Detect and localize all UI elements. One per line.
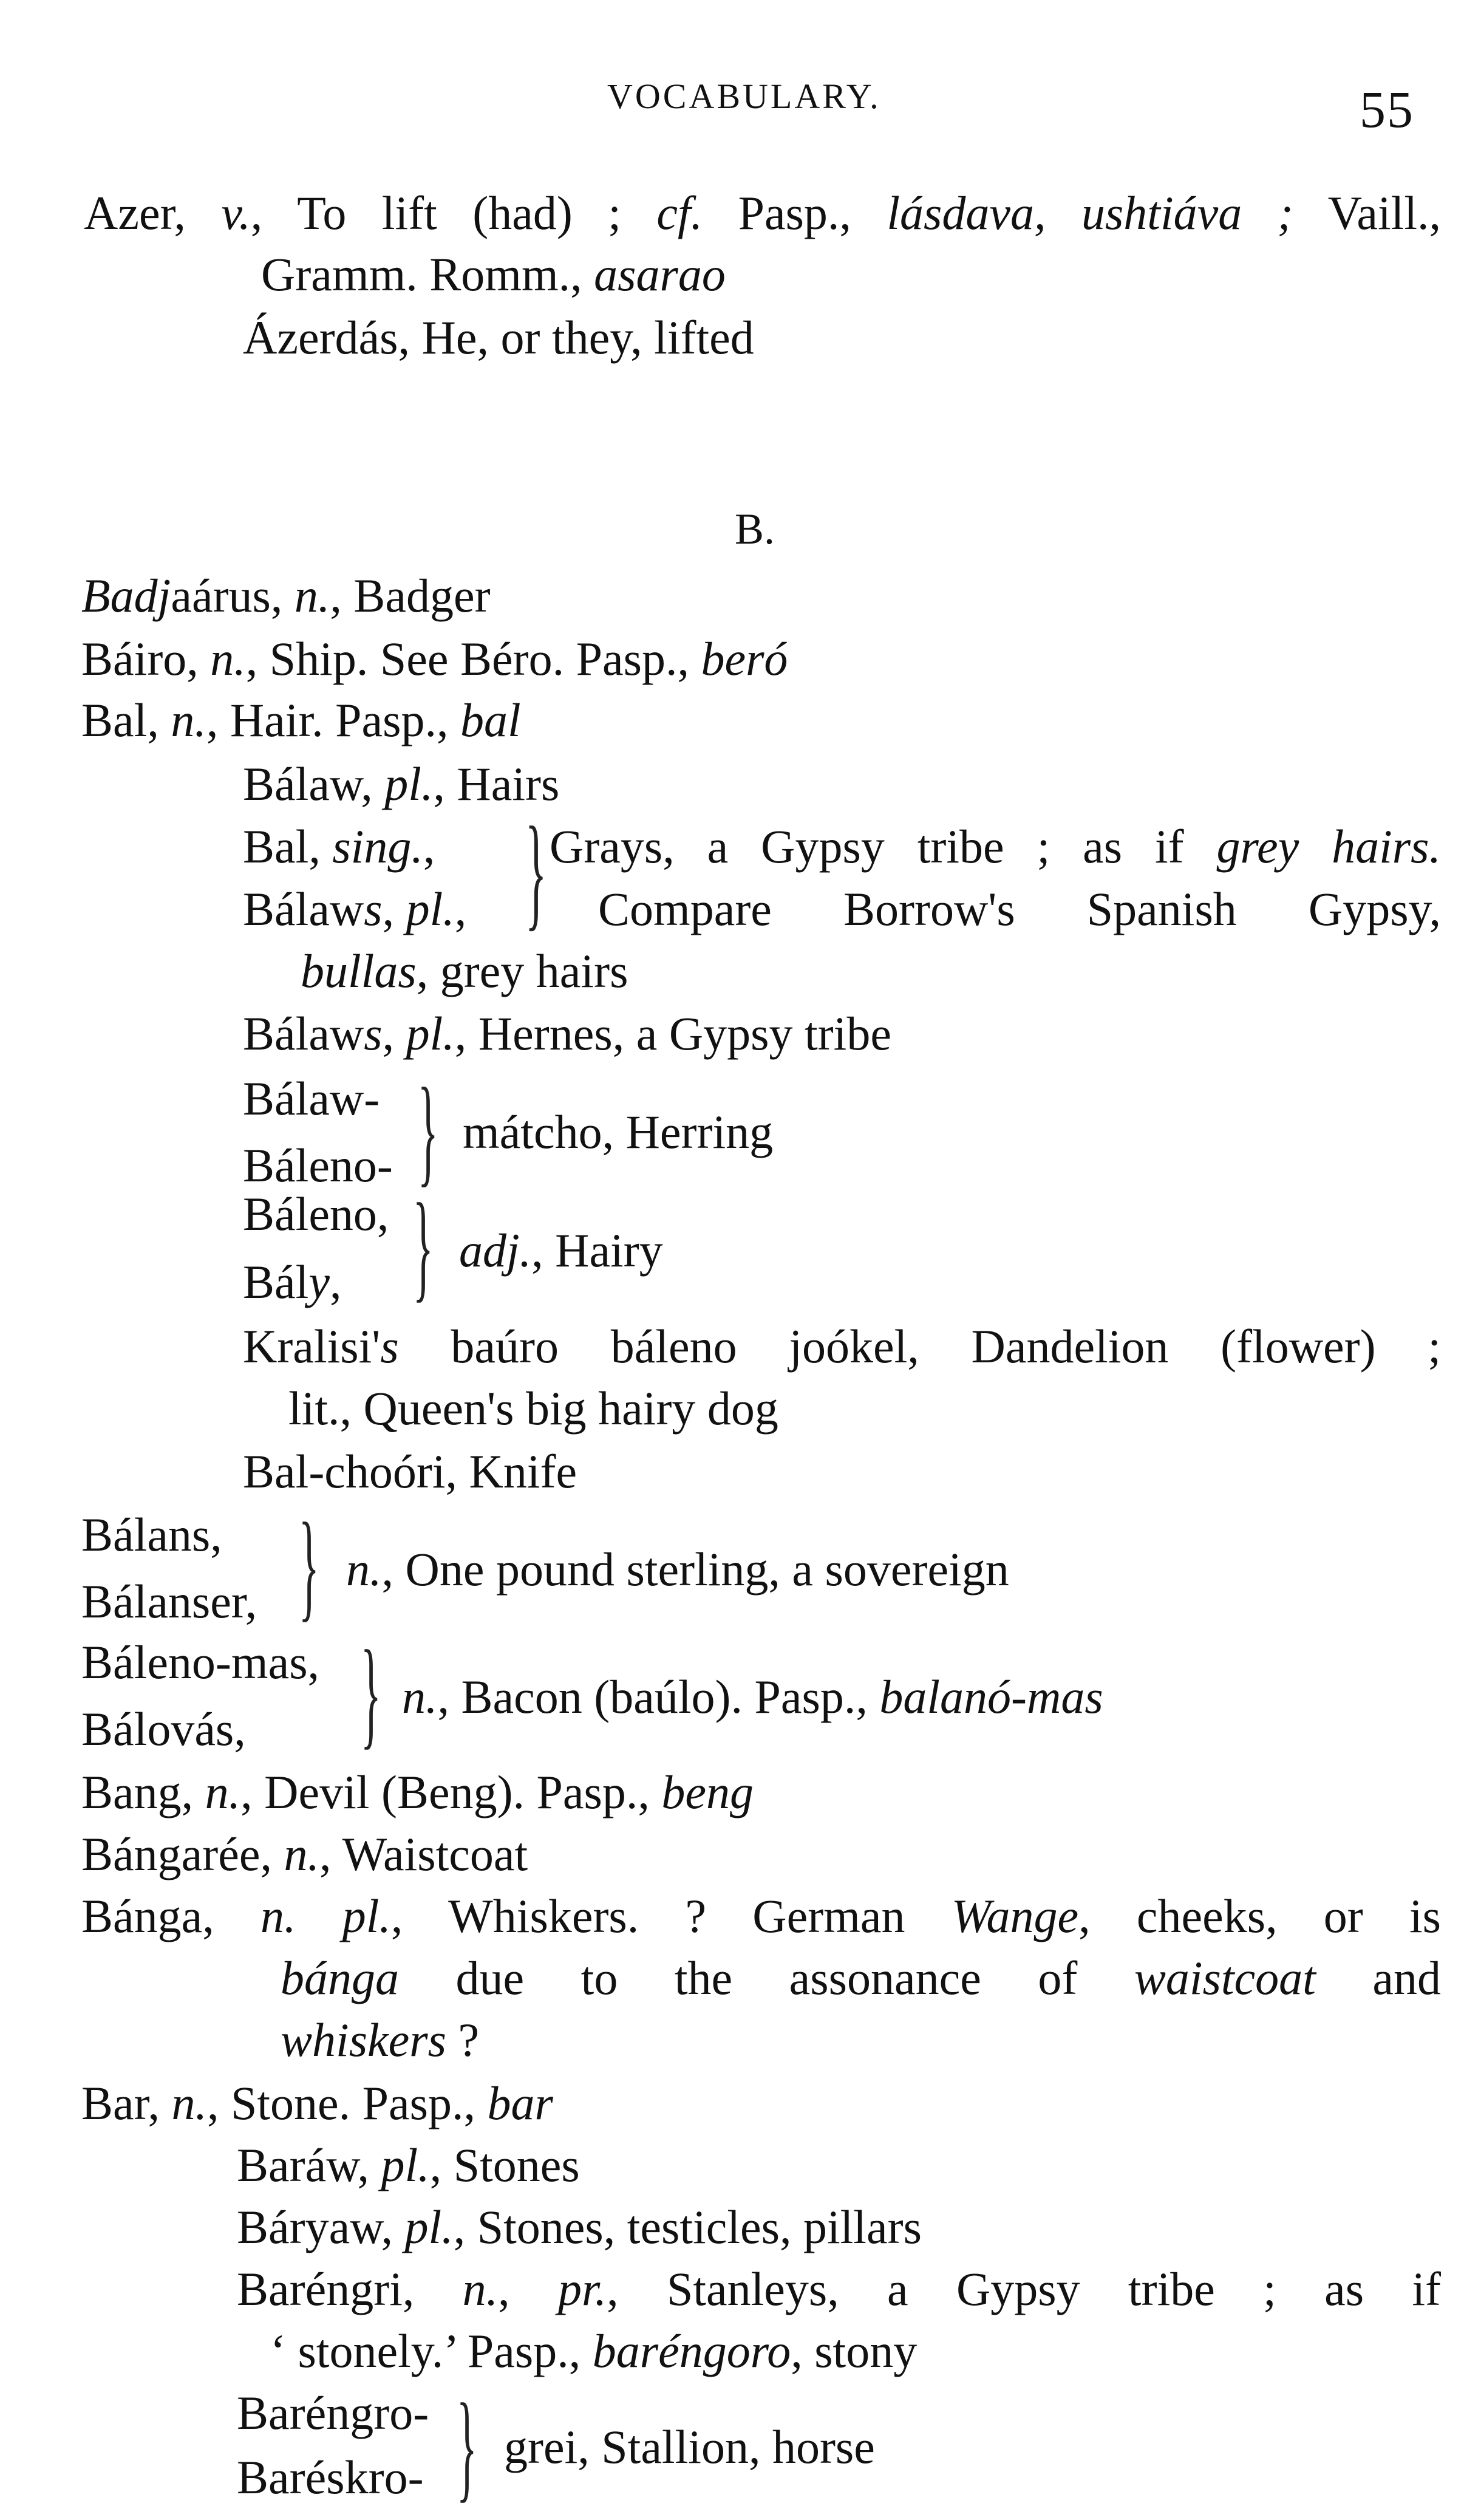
entry-baryaw: Báryaw, pl., Stones, testicles, pillars [237,2201,922,2253]
entry-barengri-line2: ‘ stonely.’ Pasp., baréngoro, stony [270,2324,918,2377]
entry-stallion-word1: Baréngro- [237,2386,429,2439]
entry-baraw: Baráw, pl., Stones [237,2139,580,2191]
entry-bacon-word1: Báleno-mas, [81,1636,320,1689]
entry-badjaarus: Badjaárus, n., Badger [81,569,491,622]
entry-banga-line1: Bánga, n. pl., Whiskers. ? German Wange, cheeks, or is [81,1890,1442,1942]
entry-dandelion-line2: lit., Queen's big hairy dog [288,1382,778,1435]
entry-hairy-word1: Báleno, [243,1187,389,1240]
entry-balans-word1: Bálans, [81,1508,222,1561]
entry-stallion-gloss: grei, Stallion, horse [504,2420,875,2473]
entry-barengri-line1: Baréngri, n., pr., Stanleys, a Gypsy tribe ; as if [237,2262,1441,2315]
entry-azerdas: Ázerdás, He, or they, lifted [243,311,754,364]
entry-balans-word2: Bálanser, [81,1575,257,1628]
entry-herring-word2: Báleno- [243,1139,393,1192]
entry-knife: Bal-choóri, Knife [243,1445,577,1498]
entry-stallion-word2: Baréskro- [237,2451,424,2504]
entry-banga-line3: whiskers ? [281,2013,480,2066]
entry-bang: Bang, n., Devil (Beng). Pasp., beng [81,1766,754,1818]
entry-grays-word1: Bal, sing., [243,820,435,873]
entry-azer-line1: Azer, v., To lift (had) ; cf. Pasp., lásdava, ushtiáva ; Vaill., [84,186,1442,239]
entry-hairy-gloss: adj., Hairy [459,1224,663,1277]
grouping-brace: } [361,1626,381,1760]
entry-grays-gloss1: Grays, a Gypsy tribe ; as if grey hairs. [550,820,1441,873]
entry-banga-line2: bánga due to the assonance of waistcoat and [281,1951,1441,2004]
grouping-brace: } [418,1064,438,1198]
grouping-brace: } [525,801,547,942]
grouping-brace: } [457,2379,477,2513]
entry-bal: Bal, n., Hair. Pasp., bal [81,694,521,746]
entry-herring-gloss: mátcho, Herring [463,1105,774,1158]
grouping-brace: } [299,1498,319,1633]
entry-dandelion-line1: Kralisi's baúro báleno joókel, Dandelion (flower) ; [243,1320,1441,1373]
entry-azer-line2: Gramm. Romm., asarao [261,248,726,301]
entry-herring-word1: Bálaw- [243,1072,380,1125]
entry-bar: Bar, n., Stone. Pasp., bar [81,2077,553,2129]
entry-bairo: Báiro, n., Ship. See Béro. Pasp., beró [81,632,788,685]
entry-hairy-word2: Bály, [243,1255,342,1308]
entry-grays-line3: bullas, grey hairs [301,944,628,997]
entry-bacon-gloss: n., Bacon (baúlo). Pasp., balanó-mas [402,1670,1103,1723]
grouping-brace: } [413,1179,434,1313]
entry-bangaree: Bángarée, n., Waistcoat [81,1828,528,1880]
entry-balaw-pl: Bálaw, pl., Hairs [243,757,560,810]
running-head: VOCABULARY. [607,77,881,116]
section-heading: B. [735,505,775,553]
page-number: 55 [1360,80,1414,138]
entry-grays-gloss2: Compare Borrow's Spanish Gypsy, [598,883,1441,935]
entry-balans-gloss: n., One pound sterling, a sovereign [346,1543,1009,1596]
entry-grays-word2: Bálaws, pl., [243,883,467,935]
entry-hernes: Bálaws, pl., Hernes, a Gypsy tribe [243,1007,891,1060]
entry-bacon-word2: Bálovás, [81,1702,246,1755]
